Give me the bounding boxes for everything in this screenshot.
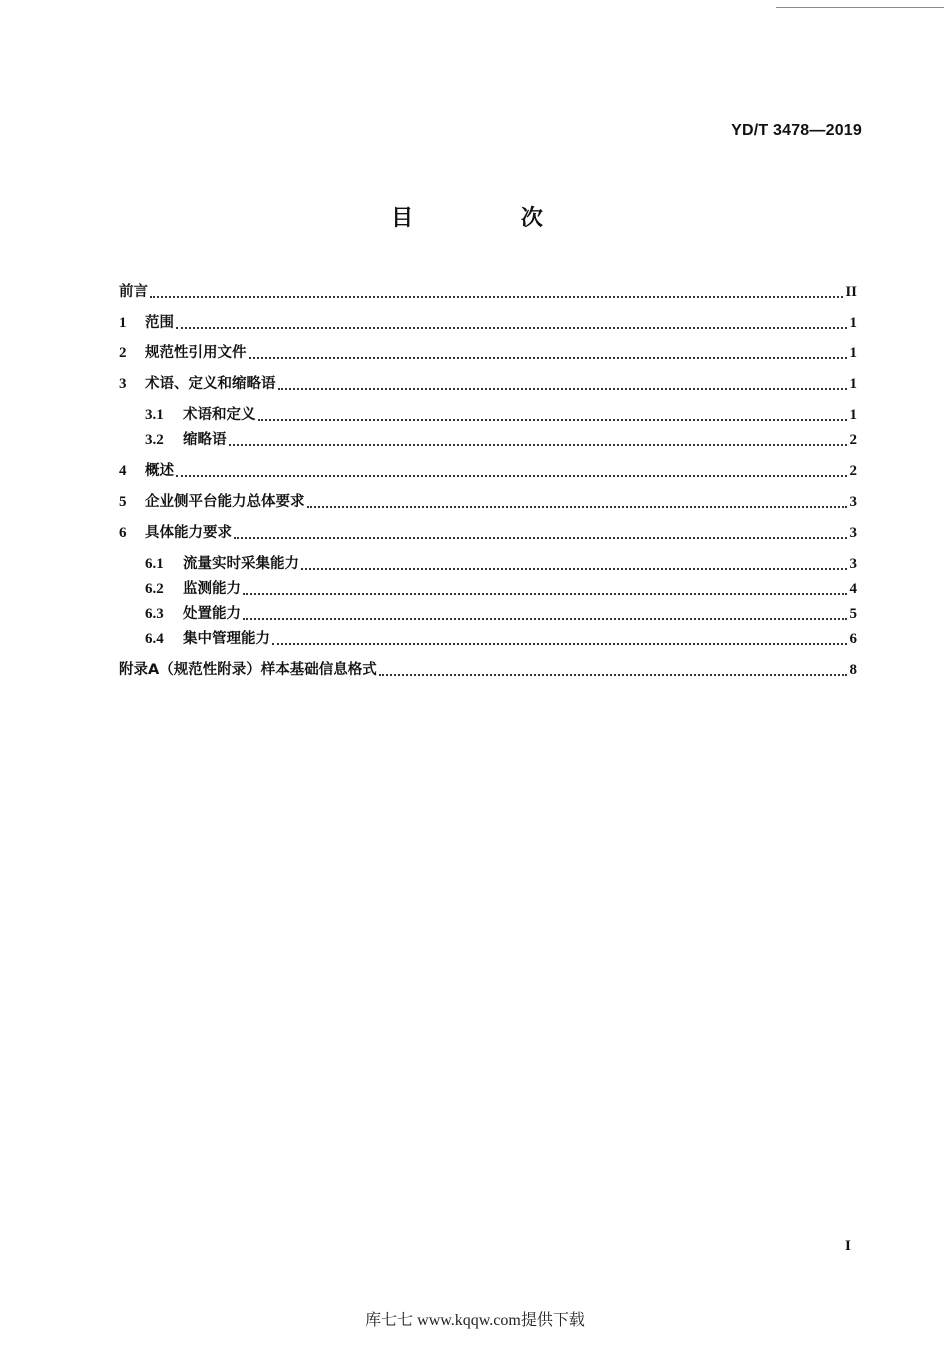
toc-entry-page: 3 — [849, 525, 857, 541]
toc-entry-label: 处置能力 — [183, 606, 241, 622]
page-number: I — [845, 1238, 851, 1254]
toc-entry-number: 6 — [119, 525, 127, 541]
toc-entry-number: 5 — [119, 494, 127, 510]
toc-entry-page: 1 — [849, 315, 857, 331]
toc-entry-6-1[interactable] — [145, 552, 857, 574]
toc-entry-2[interactable] — [119, 341, 857, 363]
toc-entry-page: 1 — [849, 407, 857, 423]
toc-dot-leader — [176, 475, 847, 477]
toc-entry-label: 企业侧平台能力总体要求 — [145, 494, 305, 510]
toc-entry-page: 5 — [849, 606, 857, 622]
toc-dot-leader — [243, 593, 847, 595]
toc-entry-number: 6.2 — [145, 581, 164, 597]
toc-entry-label: 术语、定义和缩略语 — [145, 376, 276, 392]
toc-entry-page: 1 — [849, 376, 857, 392]
toc-entry-6[interactable] — [119, 521, 857, 543]
toc-dot-leader — [229, 444, 848, 446]
toc-entry-number: 3 — [119, 376, 127, 392]
toc-title: 目 次 — [391, 206, 593, 231]
toc-entry-1[interactable] — [119, 311, 857, 333]
toc-entry-page: 8 — [849, 662, 857, 678]
toc-entry-number: 6.4 — [145, 631, 164, 647]
toc-dot-leader — [278, 388, 848, 390]
toc-entry-number: 4 — [119, 463, 127, 479]
toc-entry-label: 规范性引用文件 — [145, 345, 247, 361]
toc-entry-label: 具体能力要求 — [145, 525, 232, 541]
toc-entry-page: 6 — [849, 631, 857, 647]
toc-dot-leader — [379, 674, 847, 676]
toc-entry-label: 概述 — [145, 463, 174, 479]
toc-entry-3[interactable] — [119, 372, 857, 394]
toc-dot-leader — [234, 537, 847, 539]
toc-dot-leader — [243, 618, 847, 620]
toc-entry-page: 4 — [849, 581, 857, 597]
toc-entry-label: 范围 — [145, 315, 174, 331]
scan-edge-line — [776, 7, 944, 8]
toc-entry-4[interactable] — [119, 459, 857, 481]
toc-entry-6-4[interactable] — [145, 627, 857, 649]
toc-dot-leader — [258, 419, 848, 421]
toc-entry-label: 监测能力 — [183, 581, 241, 597]
toc-entry-label: 流量实时采集能力 — [183, 556, 299, 572]
toc-entry-label: 集中管理能力 — [183, 631, 270, 647]
toc-entry-5[interactable] — [119, 490, 857, 512]
toc-entry-label: 前言 — [119, 284, 148, 300]
toc-dot-leader — [150, 296, 843, 298]
footer-watermark: 库七七 www.kqqw.com提供下载 — [365, 1312, 585, 1329]
toc-entry-number: 3.1 — [145, 407, 164, 423]
toc-entry-6-3[interactable] — [145, 602, 857, 624]
toc-entry-page: 3 — [849, 494, 857, 510]
toc-entry-6-2[interactable] — [145, 577, 857, 599]
toc-entry-page: 2 — [849, 463, 857, 479]
toc-entry-number: 6.3 — [145, 606, 164, 622]
toc-entry-label: 术语和定义 — [183, 407, 256, 423]
toc-entry-page: II — [845, 284, 857, 300]
toc-entry-annex-a[interactable] — [119, 658, 857, 680]
toc-entry-number: 2 — [119, 345, 127, 361]
toc-entry-page: 1 — [849, 345, 857, 361]
toc-entry-number: 3.2 — [145, 432, 164, 448]
toc-dot-leader — [307, 506, 848, 508]
standard-code: YD/T 3478—2019 — [731, 122, 862, 139]
toc-entry-page: 3 — [849, 556, 857, 572]
toc-entry-foreword[interactable] — [119, 280, 857, 302]
toc-entry-3-1[interactable] — [145, 403, 857, 425]
toc-entry-number: 1 — [119, 315, 127, 331]
toc-dot-leader — [301, 568, 847, 570]
toc-entry-number: 6.1 — [145, 556, 164, 572]
toc-dot-leader — [176, 327, 847, 329]
toc-entry-label: 附录A（规范性附录）样本基础信息格式 — [119, 662, 377, 678]
toc-entry-3-2[interactable] — [145, 428, 857, 450]
toc-entry-label: 缩略语 — [183, 432, 227, 448]
toc-dot-leader — [272, 643, 847, 645]
toc-dot-leader — [249, 357, 848, 359]
toc-entry-page: 2 — [849, 432, 857, 448]
